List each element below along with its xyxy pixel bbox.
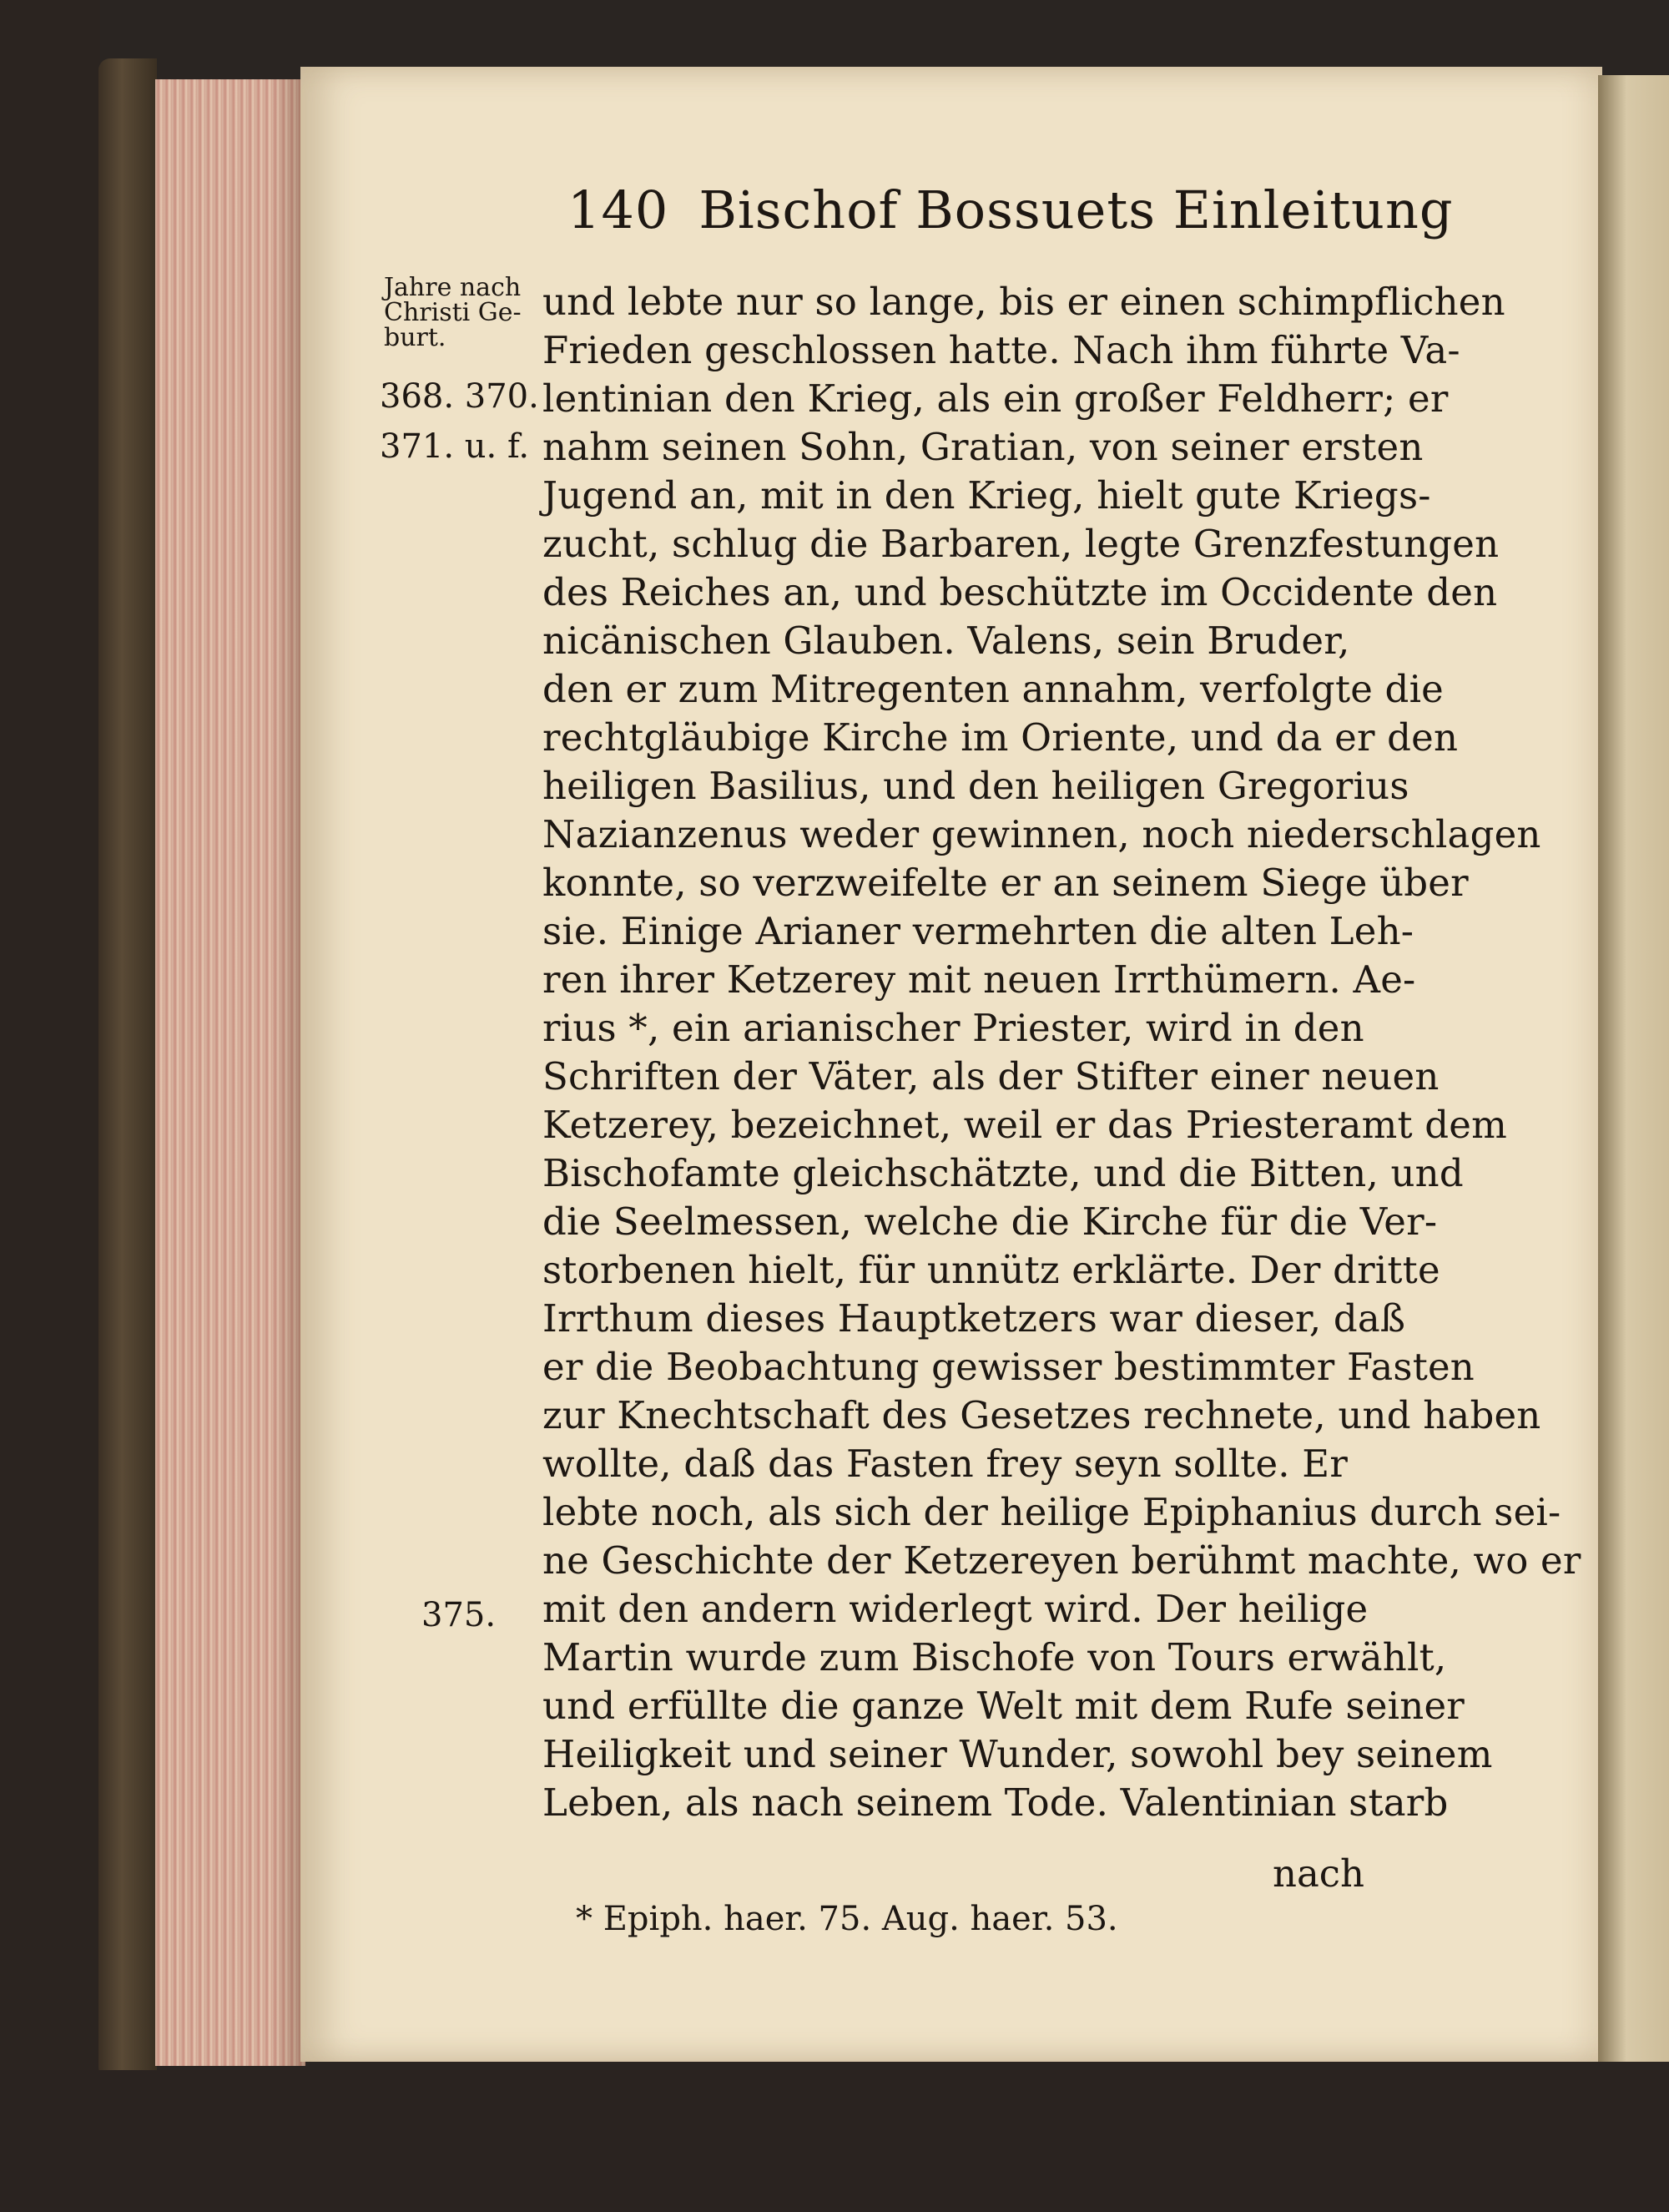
text-line: nahm seinen Sohn, Gratian, von seiner ersten	[542, 425, 1424, 469]
book-cover-edge	[98, 58, 157, 2078]
text-line: rechtgläubige Kirche im Oriente, und da er den	[542, 715, 1459, 760]
footnote: * Epiph. haer. 75. Aug. haer. 53.	[576, 1900, 1118, 1938]
text-line: und erfüllte die ganze Welt mit dem Rufe seiner	[542, 1684, 1465, 1728]
text-line: des Reiches an, und beschützte im Occidente den	[542, 570, 1498, 614]
background-left	[0, 0, 100, 2212]
facing-page-edge	[1598, 75, 1669, 2062]
text-line: Jugend an, mit in den Krieg, hielt gute Kriegs-	[542, 473, 1431, 518]
text-line: ren ihrer Ketzerey mit neuen Irrthümern. Ae-	[542, 957, 1416, 1002]
text-line: Ketzerey, bezeichnet, weil er das Priesteramt dem	[542, 1103, 1507, 1147]
text-line: Irrthum dieses Hauptketzers war dieser, daß	[542, 1296, 1406, 1341]
text-line: lebte noch, als sich der heilige Epiphanius durch sei-	[542, 1490, 1561, 1534]
margin-years-1: 368. 370.	[380, 377, 539, 416]
text-line: er die Beobachtung gewisser bestimmter Fasten	[542, 1345, 1475, 1389]
page-number: 140	[567, 179, 669, 240]
text-line: den er zum Mitregenten annahm, verfolgte die	[542, 667, 1444, 711]
text-line: Nazianzenus weder gewinnen, noch niederschlagen	[542, 812, 1541, 856]
margin-years-3: 375.	[421, 1596, 497, 1634]
text-line: heiligen Basilius, und den heiligen Gregorius	[542, 764, 1409, 808]
text-line: wollte, daß das Fasten frey seyn sollte. Er	[542, 1442, 1349, 1486]
catchword: nach	[1273, 1851, 1364, 1896]
text-line: lentinian den Krieg, als ein großer Feldherr; er	[542, 376, 1449, 421]
margin-years-2: 371. u. f.	[380, 427, 530, 466]
text-line: rius *, ein arianischer Priester, wird in den	[542, 1006, 1364, 1050]
text-line: Bischofamte gleichschätzte, und die Bitten, und	[542, 1151, 1464, 1195]
text-line: Martin wurde zum Bischofe von Tours erwählt,	[542, 1635, 1447, 1679]
text-line: ne Geschichte der Ketzereyen berühmt machte, wo er	[542, 1538, 1581, 1583]
text-line: zucht, schlug die Barbaren, legte Grenzfestungen	[542, 522, 1500, 566]
text-line: nicänischen Glauben. Valens, sein Bruder,	[542, 619, 1350, 663]
text-line: zur Knechtschaft des Gesetzes rechnete, und haben	[542, 1393, 1541, 1437]
text-line: mit den andern widerlegt wird. Der heilige	[542, 1587, 1369, 1631]
text-line: storbenen hielt, für unnütz erklärte. Der dritte	[542, 1248, 1440, 1292]
running-title: Bischof Bossuets Einleitung	[698, 179, 1454, 240]
text-line: Leben, als nach seinem Tode. Valentinian starb	[542, 1780, 1449, 1825]
background-bottom	[0, 2070, 1669, 2212]
text-line: Frieden geschlossen hatte. Nach ihm führte Va-	[542, 328, 1460, 372]
text-line: und lebte nur so lange, bis er einen schimpflichen	[542, 280, 1505, 324]
text-line: Schriften der Väter, als der Stifter einer neuen	[542, 1054, 1440, 1098]
text-line: Heiligkeit und seiner Wunder, sowohl bey seinem	[542, 1732, 1493, 1776]
text-line: sie. Einige Arianer vermehrten die alten Leh-	[542, 909, 1414, 953]
margin-heading: Jahre nach Christi Ge- burt.	[384, 273, 522, 352]
text-line: die Seelmessen, welche die Kirche für die Ver-	[542, 1199, 1438, 1244]
text-line: konnte, so verzweifelte er an seinem Siege über	[542, 861, 1469, 905]
running-header	[567, 179, 1454, 240]
page-edges	[155, 79, 305, 2066]
